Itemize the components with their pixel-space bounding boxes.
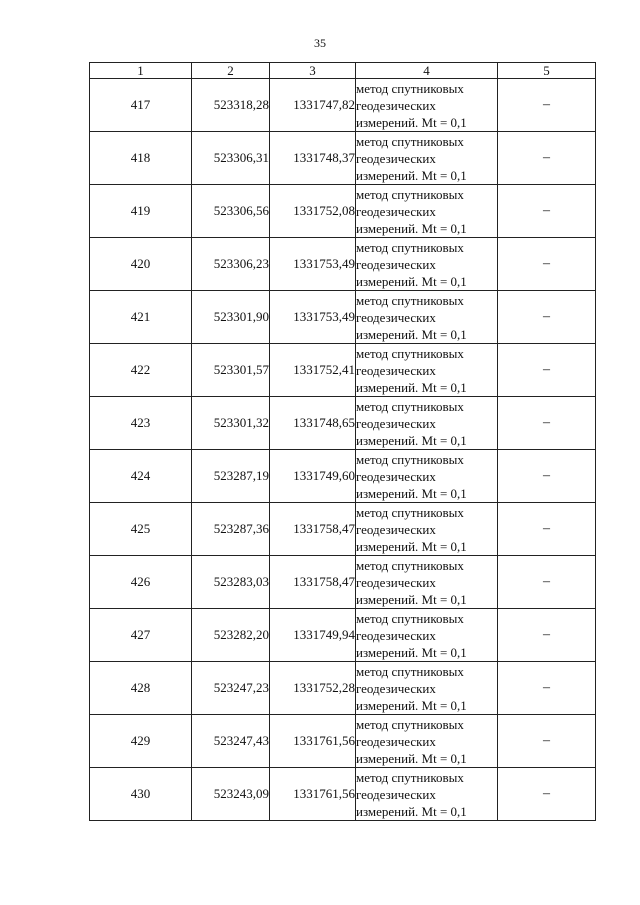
table-body [90, 79, 596, 821]
y-coordinate-cell: 1331758,47 [270, 556, 356, 609]
method-cell [356, 185, 498, 238]
column-header-2: 2 [192, 63, 270, 79]
description-cell: – [498, 768, 596, 821]
method-text-line: метод спутниковых [356, 345, 464, 361]
x-coordinate-cell: 523287,36 [192, 503, 270, 556]
description-cell: – [498, 397, 596, 450]
method-text-line: метод спутниковых [356, 292, 464, 308]
description-cell: – [498, 185, 596, 238]
y-coordinate-cell: 1331747,82 [270, 79, 356, 132]
method-cell [356, 556, 498, 609]
method-text-line: измерений. Mt = 0,1 [356, 591, 467, 607]
column-header-3: 3 [270, 63, 356, 79]
method-text-line: геодезических [356, 362, 436, 378]
column-header-5: 5 [498, 63, 596, 79]
description-cell: – [498, 344, 596, 397]
y-coordinate-cell: 1331748,65 [270, 397, 356, 450]
y-coordinate-cell: 1331761,56 [270, 715, 356, 768]
point-number-cell: 428 [90, 662, 192, 715]
method-text-line: измерений. Mt = 0,1 [356, 538, 467, 554]
y-coordinate-cell: 1331752,28 [270, 662, 356, 715]
method-text-line: геодезических [356, 574, 436, 590]
table-row [90, 397, 596, 450]
method-text-line: измерений. Mt = 0,1 [356, 273, 467, 289]
method-cell [356, 132, 498, 185]
y-coordinate-cell: 1331749,94 [270, 609, 356, 662]
table-row [90, 344, 596, 397]
x-coordinate-cell: 523283,03 [192, 556, 270, 609]
description-cell: – [498, 662, 596, 715]
method-cell [356, 450, 498, 503]
method-text-line: измерений. Mt = 0,1 [356, 485, 467, 501]
table-row [90, 662, 596, 715]
method-cell [356, 238, 498, 291]
point-number-cell: 422 [90, 344, 192, 397]
method-text-line: измерений. Mt = 0,1 [356, 750, 467, 766]
x-coordinate-cell: 523306,31 [192, 132, 270, 185]
method-cell [356, 291, 498, 344]
method-text-line: метод спутниковых [356, 716, 464, 732]
y-coordinate-cell: 1331752,41 [270, 344, 356, 397]
method-cell [356, 79, 498, 132]
method-text-line: геодезических [356, 680, 436, 696]
point-number-cell: 417 [90, 79, 192, 132]
table-row [90, 132, 596, 185]
table-row [90, 291, 596, 344]
method-text-line: измерений. Mt = 0,1 [356, 220, 467, 236]
x-coordinate-cell: 523301,57 [192, 344, 270, 397]
method-text-line: геодезических [356, 415, 436, 431]
method-text-line: геодезических [356, 97, 436, 113]
point-number-cell: 419 [90, 185, 192, 238]
method-text-line: измерений. Mt = 0,1 [356, 432, 467, 448]
method-cell [356, 768, 498, 821]
table-row [90, 503, 596, 556]
method-text-line: геодезических [356, 627, 436, 643]
table-row [90, 715, 596, 768]
x-coordinate-cell: 523282,20 [192, 609, 270, 662]
method-text-line: геодезических [356, 733, 436, 749]
x-coordinate-cell: 523287,19 [192, 450, 270, 503]
table-row [90, 238, 596, 291]
point-number-cell: 418 [90, 132, 192, 185]
table-row [90, 609, 596, 662]
method-text-line: метод спутниковых [356, 504, 464, 520]
method-cell [356, 344, 498, 397]
x-coordinate-cell: 523306,23 [192, 238, 270, 291]
point-number-cell: 420 [90, 238, 192, 291]
y-coordinate-cell: 1331753,49 [270, 238, 356, 291]
page-number: 35 [314, 36, 326, 50]
method-text-line: метод спутниковых [356, 186, 464, 202]
description-cell: – [498, 450, 596, 503]
point-number-cell: 429 [90, 715, 192, 768]
point-number-cell: 423 [90, 397, 192, 450]
method-cell [356, 662, 498, 715]
x-coordinate-cell: 523247,23 [192, 662, 270, 715]
method-text-line: геодезических [356, 150, 436, 166]
method-text-line: геодезических [356, 786, 436, 802]
point-number-cell: 427 [90, 609, 192, 662]
description-cell: – [498, 503, 596, 556]
method-text-line: метод спутниковых [356, 557, 464, 573]
point-number-cell: 426 [90, 556, 192, 609]
y-coordinate-cell: 1331748,37 [270, 132, 356, 185]
method-text-line: геодезических [356, 309, 436, 325]
x-coordinate-cell: 523318,28 [192, 79, 270, 132]
y-coordinate-cell: 1331761,56 [270, 768, 356, 821]
method-cell [356, 397, 498, 450]
x-coordinate-cell: 523301,90 [192, 291, 270, 344]
method-text-line: метод спутниковых [356, 239, 464, 255]
method-text-line: геодезических [356, 256, 436, 272]
method-text-line: измерений. Mt = 0,1 [356, 379, 467, 395]
point-number-cell: 421 [90, 291, 192, 344]
method-text-line: геодезических [356, 521, 436, 537]
x-coordinate-cell: 523306,56 [192, 185, 270, 238]
method-cell [356, 609, 498, 662]
description-cell: – [498, 132, 596, 185]
column-header-4: 4 [356, 63, 498, 79]
method-text-line: геодезических [356, 203, 436, 219]
method-text-line: измерений. Mt = 0,1 [356, 326, 467, 342]
description-cell: – [498, 79, 596, 132]
method-text-line: метод спутниковых [356, 451, 464, 467]
method-text-line: метод спутниковых [356, 133, 464, 149]
point-number-cell: 424 [90, 450, 192, 503]
description-cell: – [498, 238, 596, 291]
x-coordinate-cell: 523247,43 [192, 715, 270, 768]
description-cell: – [498, 609, 596, 662]
table-row [90, 79, 596, 132]
method-text-line: метод спутниковых [356, 80, 464, 96]
method-text-line: метод спутниковых [356, 398, 464, 414]
method-text-line: измерений. Mt = 0,1 [356, 114, 467, 130]
table-row [90, 556, 596, 609]
point-number-cell: 425 [90, 503, 192, 556]
method-text-line: измерений. Mt = 0,1 [356, 644, 467, 660]
method-cell [356, 715, 498, 768]
y-coordinate-cell: 1331753,49 [270, 291, 356, 344]
y-coordinate-cell: 1331758,47 [270, 503, 356, 556]
point-number-cell: 430 [90, 768, 192, 821]
method-text-line: измерений. Mt = 0,1 [356, 697, 467, 713]
method-text-line: метод спутниковых [356, 663, 464, 679]
table-row [90, 768, 596, 821]
method-text-line: метод спутниковых [356, 610, 464, 626]
table-header-row [90, 63, 596, 79]
y-coordinate-cell: 1331752,08 [270, 185, 356, 238]
column-header-1: 1 [90, 63, 192, 79]
table-row [90, 450, 596, 503]
method-text-line: измерений. Mt = 0,1 [356, 803, 467, 819]
method-text-line: геодезических [356, 468, 436, 484]
method-cell [356, 503, 498, 556]
table-row [90, 185, 596, 238]
description-cell: – [498, 715, 596, 768]
description-cell: – [498, 291, 596, 344]
x-coordinate-cell: 523243,09 [192, 768, 270, 821]
method-text-line: метод спутниковых [356, 769, 464, 785]
method-text-line: измерений. Mt = 0,1 [356, 167, 467, 183]
description-cell: – [498, 556, 596, 609]
x-coordinate-cell: 523301,32 [192, 397, 270, 450]
y-coordinate-cell: 1331749,60 [270, 450, 356, 503]
coordinates-table [89, 62, 596, 821]
